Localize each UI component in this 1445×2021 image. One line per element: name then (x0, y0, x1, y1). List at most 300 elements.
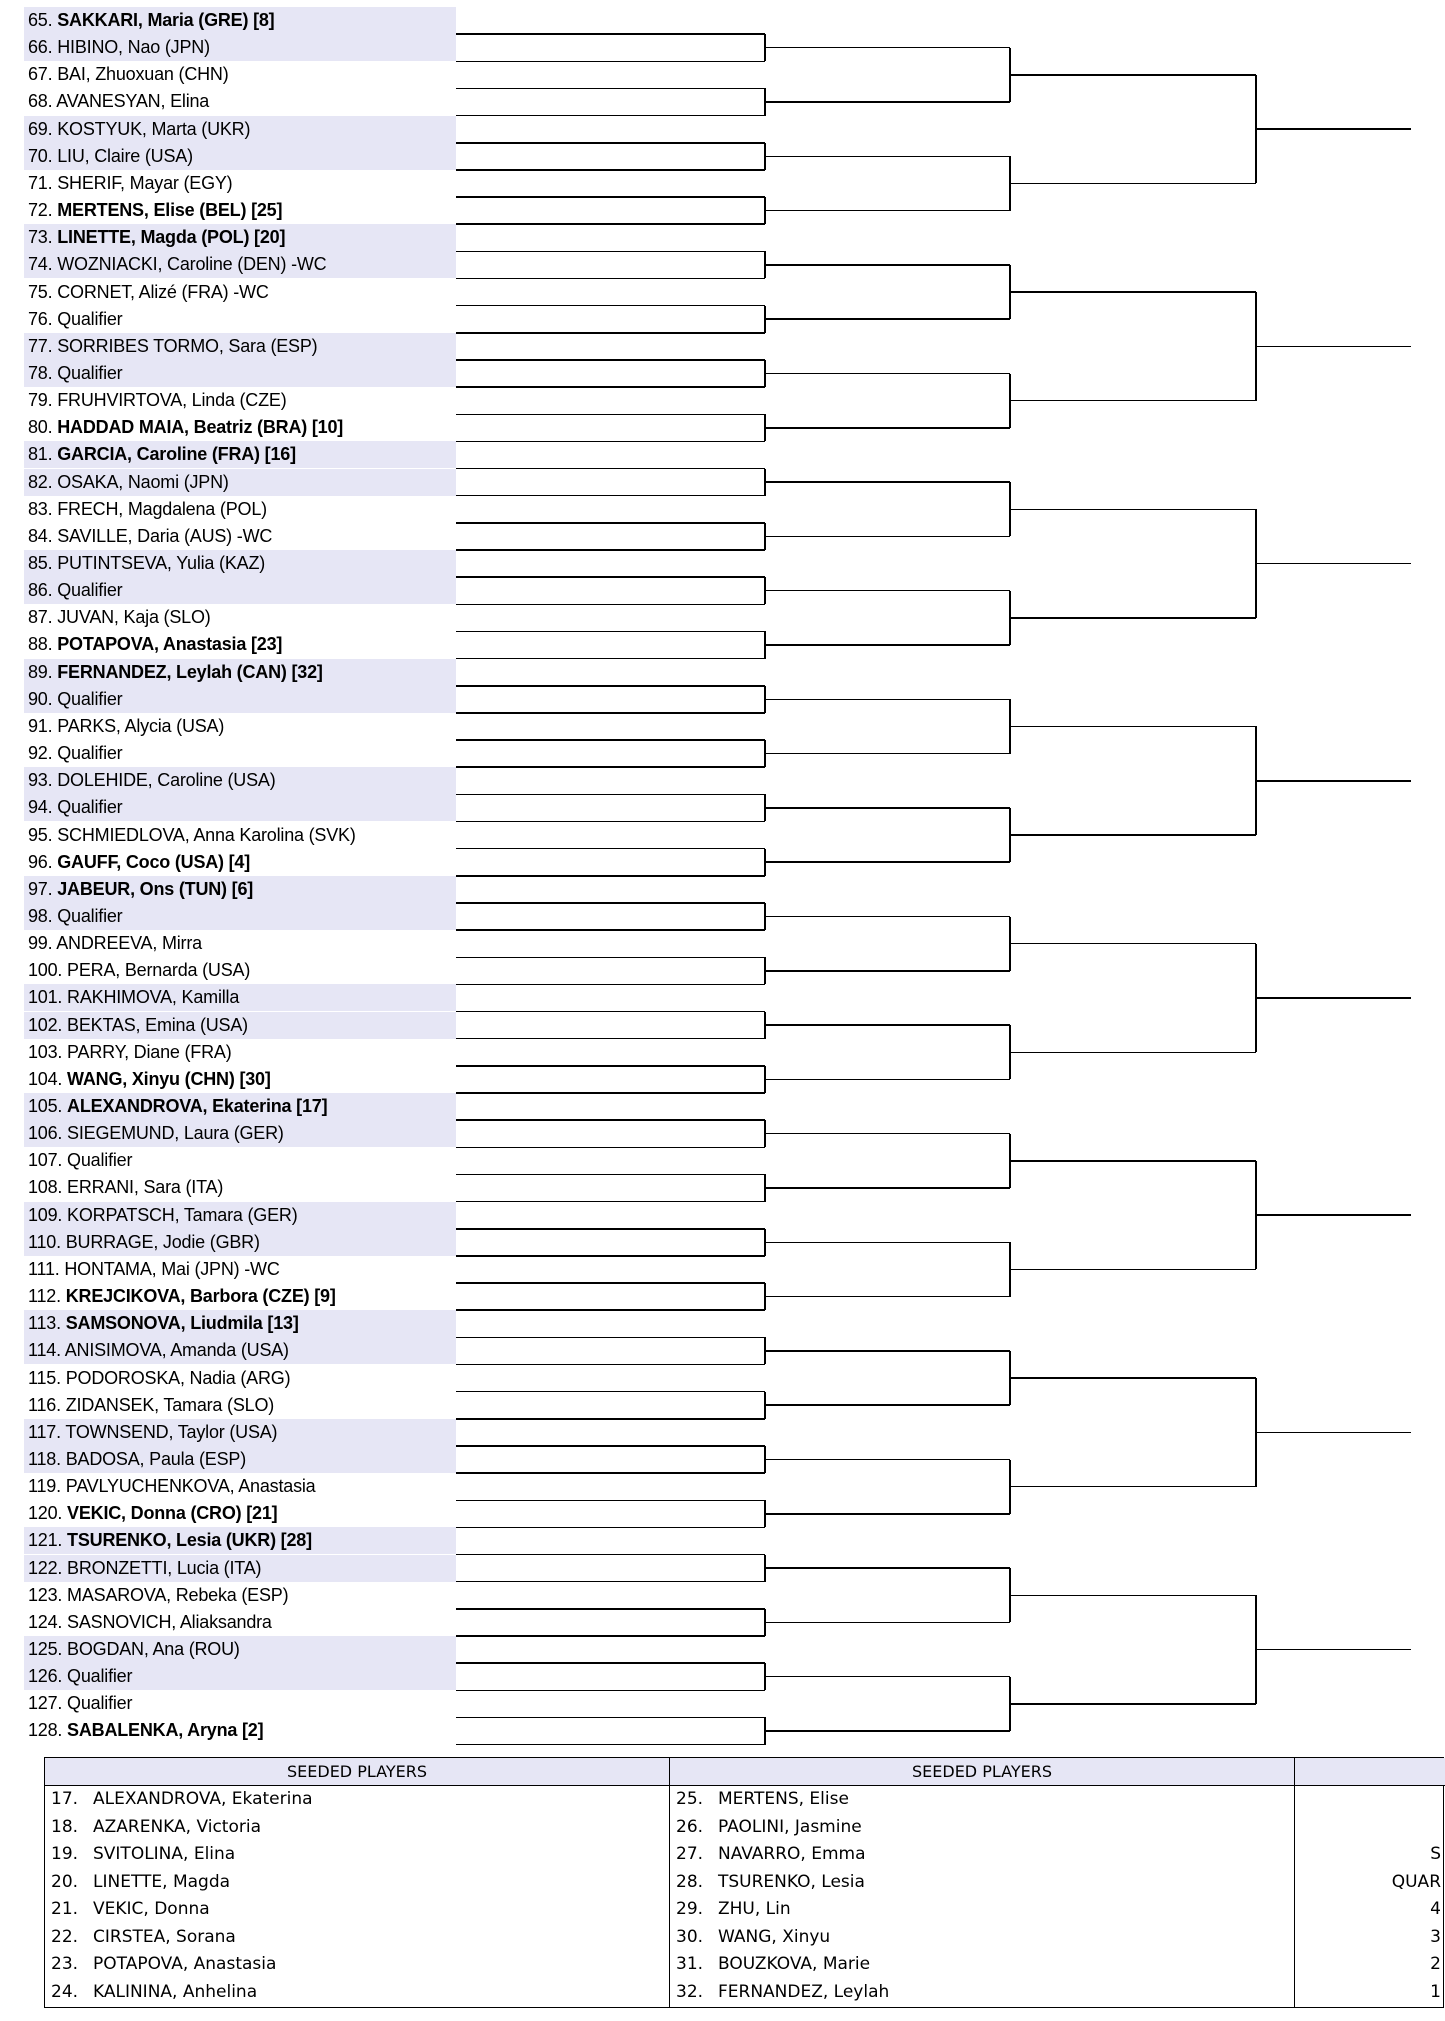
r2-line (765, 590, 1010, 592)
seed-name: MERTENS, Elise (718, 1789, 849, 1809)
r2-line (765, 1187, 1010, 1189)
player-name: GARCIA, Caroline (FRA) [16] (57, 444, 296, 465)
player-name: OSAKA, Naomi (JPN) (57, 471, 229, 492)
player-number: 106. (28, 1123, 63, 1144)
seed-number: 19. (51, 1844, 79, 1864)
seed-name: CIRSTEA, Sorana (93, 1926, 236, 1947)
player-name: PUTINTSEVA, Yulia (KAZ) (57, 553, 266, 573)
player-name: SORRIBES TORMO, Sara (ESP) (57, 335, 318, 356)
player-number: 102. (28, 1014, 63, 1035)
r1-line (456, 196, 765, 198)
legend-column-1 (45, 1758, 670, 2007)
player-name: TSURENKO, Lesia (UKR) [28] (67, 1530, 312, 1551)
player-number: 95. (28, 824, 53, 845)
draw-line-player (24, 61, 456, 88)
player-name: PERA, Bernarda (USA) (67, 960, 251, 981)
r1-line (456, 1527, 765, 1529)
player-name: ERRANI, Sara (ITA) (67, 1177, 224, 1198)
player-number: 75. (28, 281, 53, 302)
r2-line (765, 1622, 1010, 1624)
player-name: Qualifier (57, 688, 123, 709)
r1-line (456, 1147, 765, 1149)
r1-line (456, 1717, 765, 1719)
r1-line (456, 1635, 765, 1637)
draw-line-player (24, 1039, 456, 1066)
player-number: 113. (28, 1313, 61, 1334)
draw-line-player (24, 1663, 456, 1690)
seed-name: SVITOLINA, Elina (93, 1844, 236, 1864)
legend-seed-row (45, 1814, 669, 1842)
legend-seed-row (1295, 1814, 1445, 1842)
r3-line (1010, 1377, 1256, 1379)
seed-number: 32. (676, 1981, 704, 2002)
r1-line (456, 766, 765, 768)
r1-line (456, 251, 765, 253)
r1-line (456, 1690, 765, 1692)
r2-line (765, 318, 1010, 320)
seeded-players-legend (44, 1757, 1444, 2008)
draw-line-player (24, 659, 456, 686)
player-number: 123. (28, 1584, 63, 1605)
player-number: 73. (28, 227, 53, 248)
player-number: 67. (28, 64, 53, 85)
r1-line (456, 61, 765, 63)
draw-line-player (24, 604, 456, 631)
player-name: FRUHVIRTOVA, Linda (CZE) (57, 390, 287, 411)
r2-line (765, 481, 1010, 483)
player-name: SAKKARI, Maria (GRE) [8] (57, 10, 275, 30)
r3-line (1010, 400, 1256, 402)
r2-line (765, 753, 1010, 755)
draw-line-player (24, 1174, 456, 1201)
legend-header-1: SEEDED PLAYERS (45, 1758, 669, 1786)
player-number: 112. (28, 1286, 61, 1307)
player-name: PAVLYUCHENKOVA, Anastasia (65, 1476, 316, 1497)
draw-line-player (24, 1012, 456, 1039)
player-number: 105. (28, 1096, 63, 1116)
r1-line (456, 1065, 765, 1067)
player-number: 89. (28, 661, 53, 682)
player-number: 88. (28, 634, 53, 655)
player-name: LINETTE, Magda (POL) [20] (57, 227, 286, 248)
seed-name: NAVARRO, Emma (718, 1844, 866, 1864)
r1-line (456, 1228, 765, 1230)
r1-line (456, 902, 765, 904)
legend-seed-row (45, 1924, 669, 1952)
player-number: 116. (28, 1394, 61, 1415)
r1-line (456, 1119, 765, 1121)
legend-column-3 (1295, 1758, 1445, 2007)
draw-line-player (24, 469, 456, 496)
draw-line-player (24, 686, 456, 713)
player-number: 110. (28, 1231, 61, 1252)
r1-line (456, 169, 765, 171)
r4-line (1256, 1432, 1411, 1434)
r2-line (765, 210, 1010, 212)
player-name: VEKIC, Donna (CRO) [21] (67, 1503, 278, 1524)
player-number: 87. (28, 607, 53, 628)
draw-line-player (24, 1229, 456, 1256)
seed-number: 17. (51, 1789, 79, 1809)
r1-line (456, 848, 765, 850)
r1-line (456, 1309, 765, 1311)
r1-line (456, 359, 765, 361)
r1-line (456, 1255, 765, 1257)
legend-seed-row: 3 (1430, 1926, 1441, 1947)
player-number: 83. (28, 498, 53, 519)
r1-line (456, 739, 765, 741)
seed-name: ZHU, Lin (718, 1899, 791, 1919)
player-name: ALEXANDROVA, Ekaterina [17] (67, 1096, 328, 1116)
seed-name: ALEXANDROVA, Ekaterina (93, 1789, 313, 1809)
player-number: 99. (28, 933, 53, 954)
draw-line-player (24, 333, 456, 360)
legend-seed-row: 1 (1430, 1981, 1441, 2002)
player-number: 125. (28, 1639, 63, 1659)
r1-line (456, 1282, 765, 1284)
player-number: 84. (28, 525, 53, 546)
player-name: HIBINO, Nao (JPN) (57, 37, 210, 58)
seed-number: 21. (51, 1899, 79, 1919)
draw-line-player (24, 1256, 456, 1283)
player-name: ANISIMOVA, Amanda (USA) (64, 1340, 289, 1361)
legend-seed-row (670, 1786, 1294, 1814)
draw-line-player (24, 1392, 456, 1419)
player-name: SHERIF, Mayar (EGY) (57, 172, 233, 193)
player-number: 80. (28, 417, 53, 438)
r2-line (765, 1242, 1010, 1244)
r1-line (456, 1364, 765, 1366)
player-number: 68. (28, 91, 53, 112)
player-name: WANG, Xinyu (CHN) [30] (67, 1068, 271, 1089)
r4-line (1256, 997, 1411, 999)
seed-number: 20. (51, 1871, 79, 1892)
legend-seed-row: QUAR (1391, 1871, 1441, 1892)
player-name: MASAROVA, Rebeka (ESP) (67, 1584, 289, 1605)
player-name: PODOROSKA, Nadia (ARG) (65, 1367, 291, 1388)
player-number: 100. (28, 960, 63, 981)
r1-line (456, 984, 765, 986)
draw-line-player (24, 1582, 456, 1609)
player-name: SCHMIEDLOVA, Anna Karolina (SVK) (57, 824, 356, 845)
r3-line (1010, 1160, 1256, 1162)
r1-line (456, 957, 765, 959)
r1-line (456, 685, 765, 687)
legend-seed-row (670, 1924, 1294, 1952)
legend-seed-row (670, 1979, 1294, 2007)
player-number: 109. (28, 1204, 63, 1225)
player-name: PARRY, Diane (FRA) (67, 1041, 232, 1062)
legend-seed-row: 2 (1430, 1954, 1441, 1974)
r2-line (765, 47, 1010, 49)
seed-number: 22. (51, 1926, 79, 1947)
player-name: JABEUR, Ons (TUN) [6] (57, 878, 254, 899)
draw-line-player (24, 957, 456, 984)
draw-line-player (24, 1446, 456, 1473)
seed-name: VEKIC, Donna (93, 1899, 210, 1919)
player-name: BEKTAS, Emina (USA) (67, 1014, 248, 1035)
r2-line (765, 916, 1010, 918)
r1-line (456, 522, 765, 524)
player-name: GAUFF, Coco (USA) [4] (57, 851, 251, 872)
seed-name: PAOLINI, Jasmine (718, 1816, 862, 1837)
player-name: BURRAGE, Jodie (GBR) (65, 1231, 260, 1252)
r3-line (1010, 509, 1256, 511)
r1-line (456, 1500, 765, 1502)
seed-number: 25. (676, 1789, 704, 1809)
draw-line-player (24, 930, 456, 957)
seed-number: 24. (51, 1981, 79, 2002)
legend-seed-row (670, 1869, 1294, 1897)
player-number: 90. (28, 688, 53, 709)
r1-line (456, 1662, 765, 1664)
player-name: HADDAD MAIA, Beatriz (BRA) [10] (57, 417, 344, 438)
seed-name: POTAPOVA, Anastasia (93, 1954, 277, 1974)
r1-line (456, 549, 765, 551)
r1-line (456, 1201, 765, 1203)
player-number: 107. (28, 1150, 63, 1171)
r1-line (456, 1011, 765, 1013)
r1-line (456, 1418, 765, 1420)
draw-line-player (24, 876, 456, 903)
r1-line (456, 305, 765, 307)
player-name: Qualifier (57, 308, 123, 329)
seed-number: 31. (676, 1954, 704, 1974)
draw-line-player (24, 1365, 456, 1392)
player-number: 98. (28, 905, 53, 926)
player-name: KORPATSCH, Tamara (GER) (67, 1204, 298, 1225)
r3-line (1010, 74, 1256, 76)
player-name: Qualifier (67, 1150, 133, 1171)
draw-line-player (24, 116, 456, 143)
r1-line (456, 1744, 765, 1746)
r2-line (765, 1567, 1010, 1569)
r2-line (765, 1459, 1010, 1461)
player-name: TOWNSEND, Taylor (USA) (65, 1421, 278, 1442)
r1-line (456, 1038, 765, 1040)
player-name: MERTENS, Elise (BEL) [25] (57, 200, 283, 221)
draw-line-player (24, 7, 456, 34)
player-number: 92. (28, 743, 53, 764)
draw-line-player (24, 387, 456, 414)
seed-number: 27. (676, 1844, 704, 1864)
seed-name: AZARENKA, Victoria (93, 1816, 261, 1837)
draw-line-player (24, 1310, 456, 1337)
r2-line (765, 1676, 1010, 1678)
r3-line (1010, 1595, 1256, 1597)
draw-line-player (24, 441, 456, 468)
player-name: AVANESYAN, Elina (56, 91, 210, 112)
draw-line-player (24, 1066, 456, 1093)
player-number: 117. (28, 1421, 61, 1442)
player-name: ANDREEVA, Mirra (56, 933, 202, 954)
player-name: KREJCIKOVA, Barbora (CZE) [9] (65, 1286, 336, 1307)
r3-line (1010, 1052, 1256, 1054)
draw-line-player (24, 903, 456, 930)
draw-line-player (24, 1500, 456, 1527)
player-number: 70. (28, 145, 53, 166)
seed-name: KALININA, Anhelina (93, 1981, 258, 2002)
player-number: 77. (28, 335, 53, 356)
r1-line (456, 142, 765, 144)
r1-line (456, 441, 765, 443)
legend-seed-row: 4 (1430, 1899, 1441, 1919)
player-name: PARKS, Alycia (USA) (57, 715, 225, 736)
draw-line-player (24, 306, 456, 333)
r1-line (456, 1445, 765, 1447)
r2-line (765, 1024, 1010, 1026)
player-name: FRECH, Magdalena (POL) (57, 498, 267, 519)
r1-line (456, 223, 765, 225)
draw-line-player (24, 1147, 456, 1174)
player-name: Qualifier (67, 1666, 133, 1687)
player-number: 96. (28, 851, 53, 872)
draw-line-player (24, 88, 456, 115)
player-number: 72. (28, 200, 53, 221)
draw-line-player (24, 143, 456, 170)
r1-line (456, 821, 765, 823)
r4-line (1256, 346, 1411, 348)
legend-column-2 (670, 1758, 1295, 2007)
r1-line (456, 631, 765, 633)
player-name: SIEGEMUND, Laura (GER) (67, 1123, 284, 1144)
draw-line-player (24, 1093, 456, 1120)
player-name: LIU, Claire (USA) (57, 145, 193, 166)
r1-line (456, 1174, 765, 1176)
legend-seed-row (45, 1869, 669, 1897)
player-number: 78. (28, 362, 53, 383)
draw-line-player (24, 496, 456, 523)
draw-line-player (24, 631, 456, 658)
r2-line (765, 644, 1010, 646)
player-name: Qualifier (57, 905, 123, 926)
draw-line-player (24, 1419, 456, 1446)
draw-line-player (24, 170, 456, 197)
r1-line (456, 875, 765, 877)
player-number: 85. (28, 553, 53, 573)
player-number: 79. (28, 390, 53, 411)
player-number: 120. (28, 1503, 63, 1524)
seed-name: FERNANDEZ, Leylah (718, 1981, 890, 2002)
player-number: 65. (28, 10, 53, 30)
r1-line (456, 1554, 765, 1556)
r2-line (765, 264, 1010, 266)
r1-line (456, 332, 765, 334)
r1-line (456, 604, 765, 606)
r3-line (1010, 1269, 1256, 1271)
player-name: KOSTYUK, Marta (UKR) (57, 118, 251, 139)
player-number: 97. (28, 878, 53, 899)
draw-line-player (24, 577, 456, 604)
draw-line-player (24, 1337, 456, 1364)
legend-seed-row (670, 1896, 1294, 1924)
legend-list-1 (45, 1786, 669, 2006)
draw-line-player (24, 822, 456, 849)
draw-line-player (24, 1555, 456, 1582)
r2-line (765, 1730, 1010, 1732)
r3-line (1010, 834, 1256, 836)
r1-line (456, 115, 765, 117)
player-name: SAMSONOVA, Liudmila [13] (65, 1313, 299, 1334)
draw-line-player (24, 360, 456, 387)
seed-name: LINETTE, Magda (93, 1871, 231, 1892)
player-number: 91. (28, 715, 53, 736)
player-name: Qualifier (57, 362, 123, 383)
legend-list-2 (670, 1786, 1294, 2006)
draw-line-player (24, 523, 456, 550)
r4-line (1256, 563, 1411, 565)
legend-seed-row (1295, 1786, 1445, 1814)
seed-number: 23. (51, 1954, 79, 1974)
player-number: 69. (28, 118, 53, 139)
player-name: BAI, Zhuoxuan (CHN) (57, 64, 229, 85)
draw-line-player (24, 767, 456, 794)
r1-line (456, 576, 765, 578)
r1-line (456, 386, 765, 388)
player-number: 103. (28, 1041, 63, 1062)
r1-line (456, 414, 765, 416)
r2-line (765, 373, 1010, 375)
draw-line-player (24, 1202, 456, 1229)
player-number: 118. (28, 1448, 61, 1469)
player-name: Qualifier (57, 743, 123, 764)
r3-line (1010, 1703, 1256, 1705)
r3-line (1010, 291, 1256, 293)
draw-line-player (24, 1120, 456, 1147)
r2-line (765, 1513, 1010, 1515)
r1-line (456, 1092, 765, 1094)
player-name: SAVILLE, Daria (AUS) -WC (57, 525, 273, 546)
legend-seed-row: S (1430, 1844, 1441, 1864)
draw-line-player (24, 1717, 456, 1744)
seed-name: WANG, Xinyu (718, 1926, 831, 1947)
player-name: BRONZETTI, Lucia (ITA) (67, 1557, 262, 1578)
draw-line-player (24, 251, 456, 278)
draw-line-player (24, 984, 456, 1011)
seed-number: 30. (676, 1926, 704, 1947)
r1-line (456, 33, 765, 35)
draw-line-player (24, 550, 456, 577)
r1-line (456, 278, 765, 280)
player-number: 121. (28, 1530, 63, 1551)
r2-line (765, 861, 1010, 863)
r3-line (1010, 1486, 1256, 1488)
player-name: Qualifier (57, 797, 123, 818)
r2-line (765, 699, 1010, 701)
r2-line (765, 101, 1010, 103)
draw-line-player (24, 1609, 456, 1636)
draw-line-player (24, 713, 456, 740)
player-number: 124. (28, 1611, 63, 1632)
player-name: RAKHIMOVA, Kamilla (67, 987, 240, 1008)
r2-line (765, 536, 1010, 538)
r1-line (456, 712, 765, 714)
r2-line (765, 1133, 1010, 1135)
r2-line (765, 1296, 1010, 1298)
seed-name: BOUZKOVA, Marie (718, 1954, 871, 1974)
seed-number: 18. (51, 1816, 79, 1837)
draw-line-player (24, 740, 456, 767)
legend-seed-row (45, 1896, 669, 1924)
draw-line-player (24, 1690, 456, 1717)
r4-line (1256, 780, 1411, 782)
r2-line (765, 427, 1010, 429)
player-number: 71. (28, 172, 53, 193)
player-name: SABALENKA, Aryna [2] (67, 1720, 264, 1741)
legend-seed-row (45, 1979, 669, 2007)
seed-number: 26. (676, 1816, 704, 1837)
player-number: 114. (28, 1340, 61, 1361)
